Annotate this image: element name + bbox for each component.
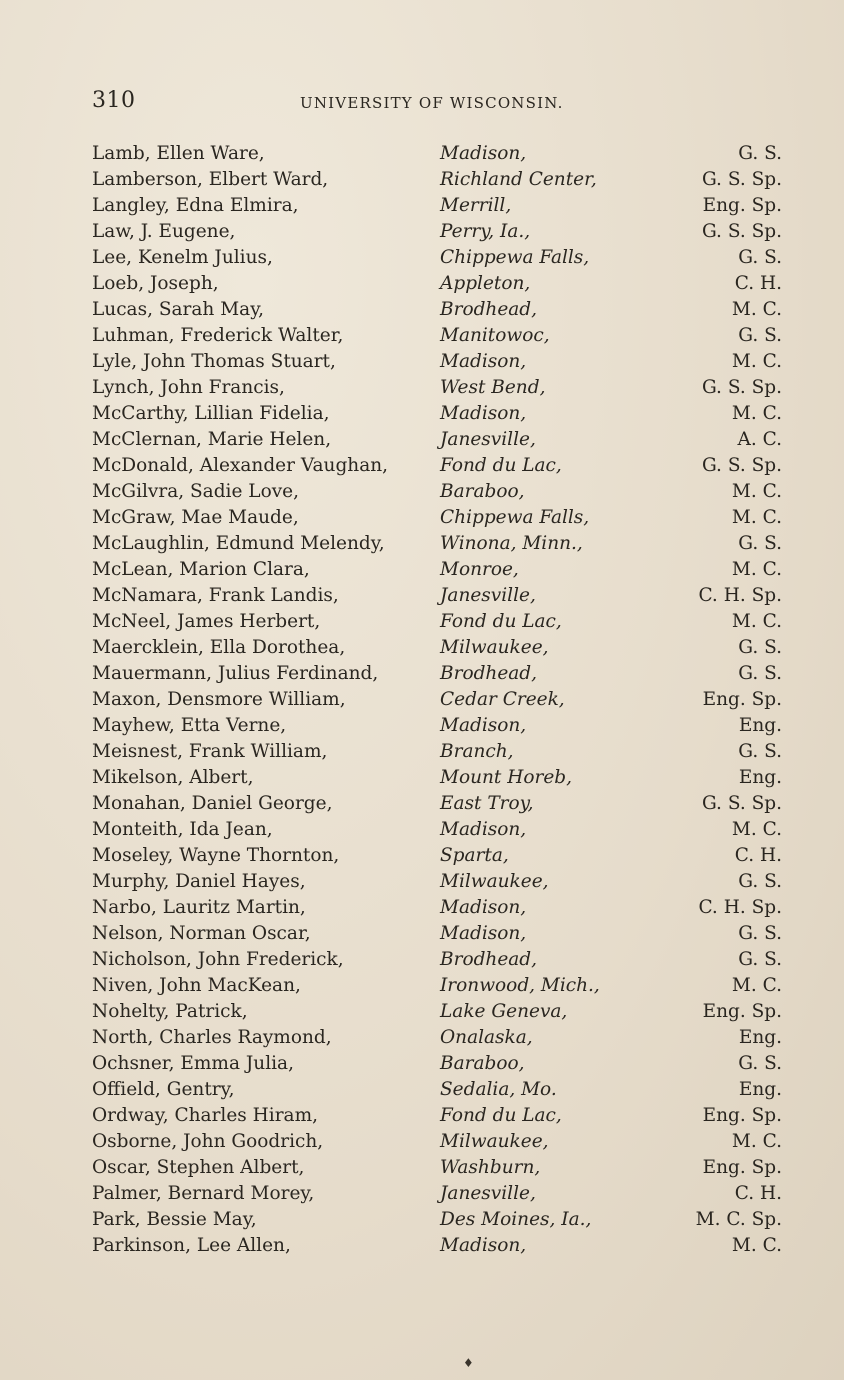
list-item: [92, 531, 782, 557]
list-item: [92, 1155, 782, 1181]
student-town: Madison,: [440, 715, 527, 736]
list-item: [92, 583, 782, 609]
student-town: Branch,: [440, 741, 514, 762]
student-course: C. H.: [734, 845, 782, 866]
student-name: Osborne, John Goodrich,: [92, 1131, 324, 1152]
student-name: Mayhew, Etta Verne,: [92, 715, 287, 736]
running-title: UNIVERSITY OF WISCONSIN.: [300, 94, 564, 112]
list-item: [92, 791, 782, 817]
list-item: [92, 817, 782, 843]
student-name: McGilvra, Sadie Love,: [92, 481, 299, 502]
list-item: [92, 141, 782, 167]
student-course: G. S.: [738, 741, 782, 762]
student-course: Eng. Sp.: [702, 1157, 782, 1178]
student-course: Eng.: [738, 1079, 782, 1100]
student-town: Sparta,: [440, 845, 509, 866]
list-item: [92, 999, 782, 1025]
list-item: [92, 401, 782, 427]
list-item: [92, 687, 782, 713]
student-course: Eng.: [738, 1027, 782, 1048]
student-name: McNamara, Frank Landis,: [92, 585, 339, 606]
list-item: [92, 1051, 782, 1077]
student-name: McNeel, James Herbert,: [92, 611, 321, 632]
student-course: G. S. Sp.: [701, 377, 782, 398]
student-course: Eng. Sp.: [702, 195, 782, 216]
list-item: [92, 1207, 782, 1233]
student-town: Perry, Ia.,: [440, 221, 531, 242]
student-town: Ironwood, Mich.,: [440, 975, 600, 996]
list-item: [92, 1233, 782, 1259]
student-name: Luhman, Frederick Walter,: [92, 325, 344, 346]
student-town: Onalaska,: [440, 1027, 533, 1048]
student-town: Washburn,: [440, 1157, 541, 1178]
student-course: M. C.: [731, 299, 782, 320]
student-town: Milwaukee,: [440, 637, 549, 658]
student-name: Meisnest, Frank William,: [92, 741, 328, 762]
student-name: Palmer, Bernard Morey,: [92, 1183, 315, 1204]
student-course: G. S.: [738, 871, 782, 892]
student-name: Loeb, Joseph,: [92, 273, 219, 294]
student-course: M. C.: [731, 1131, 782, 1152]
list-item: [92, 1025, 782, 1051]
list-item: [92, 869, 782, 895]
student-town: Fond du Lac,: [440, 611, 562, 632]
student-name: McDonald, Alexander Vaughan,: [92, 455, 389, 476]
student-name: Mauermann, Julius Ferdinand,: [92, 663, 379, 684]
student-town: Monroe,: [440, 559, 519, 580]
list-item: [92, 271, 782, 297]
student-name: Ordway, Charles Hiram,: [92, 1105, 319, 1126]
student-town: Madison,: [440, 403, 527, 424]
student-course: G. S. Sp.: [701, 793, 782, 814]
list-item: [92, 713, 782, 739]
student-town: Mount Horeb,: [440, 767, 573, 788]
student-course: G. S. Sp.: [701, 455, 782, 476]
student-name: Park, Bessie May,: [92, 1209, 257, 1230]
student-course: Eng. Sp.: [702, 689, 782, 710]
list-item: [92, 843, 782, 869]
student-course: M. C. Sp.: [695, 1209, 782, 1230]
list-item: [92, 297, 782, 323]
student-name: McLean, Marion Clara,: [92, 559, 310, 580]
list-item: [92, 193, 782, 219]
list-item: [92, 375, 782, 401]
student-town: Chippewa Falls,: [440, 247, 590, 268]
student-town: Lake Geneva,: [440, 1001, 568, 1022]
list-item: [92, 245, 782, 271]
student-course: G. S.: [738, 663, 782, 684]
list-item: [92, 1103, 782, 1129]
list-item: [92, 921, 782, 947]
student-course: G. S.: [738, 143, 782, 164]
student-town: Fond du Lac,: [440, 455, 562, 476]
student-name: Narbo, Lauritz Martin,: [92, 897, 306, 918]
student-course: G. S.: [738, 923, 782, 944]
student-name: Langley, Edna Elmira,: [92, 195, 299, 216]
student-name: Monahan, Daniel George,: [92, 793, 333, 814]
list-item: [92, 453, 782, 479]
list-item: [92, 323, 782, 349]
student-course: Eng.: [738, 767, 782, 788]
student-name: Lamb, Ellen Ware,: [92, 143, 265, 164]
student-name: Lynch, John Francis,: [92, 377, 285, 398]
student-course: M. C.: [731, 559, 782, 580]
student-course: C. H.: [734, 1183, 782, 1204]
student-course: A. C.: [737, 429, 782, 450]
student-name: Lucas, Sarah May,: [92, 299, 265, 320]
student-course: M. C.: [731, 611, 782, 632]
student-town: Madison,: [440, 897, 527, 918]
student-name: Nelson, Norman Oscar,: [92, 923, 311, 944]
student-town: Baraboo,: [440, 1053, 525, 1074]
student-name: Oscar, Stephen Albert,: [92, 1157, 305, 1178]
list-item: [92, 895, 782, 921]
student-town: East Troy,: [440, 793, 534, 814]
student-town: Madison,: [440, 923, 527, 944]
student-town: Appleton,: [440, 273, 531, 294]
list-item: [92, 479, 782, 505]
student-course: G. S.: [738, 325, 782, 346]
student-name: McLaughlin, Edmund Melendy,: [92, 533, 385, 554]
student-town: Cedar Creek,: [440, 689, 565, 710]
ink-speck: ♦: [463, 1356, 474, 1370]
list-item: [92, 167, 782, 193]
student-course: Eng. Sp.: [702, 1105, 782, 1126]
student-name: Monteith, Ida Jean,: [92, 819, 273, 840]
list-item: [92, 505, 782, 531]
page-header: [92, 88, 774, 118]
student-name: McGraw, Mae Maude,: [92, 507, 299, 528]
student-name: Niven, John MacKean,: [92, 975, 301, 996]
student-course: M. C.: [731, 507, 782, 528]
list-item: [92, 661, 782, 687]
student-town: Janesville,: [440, 1183, 536, 1204]
student-course: Eng. Sp.: [702, 1001, 782, 1022]
student-name: Law, J. Eugene,: [92, 221, 236, 242]
student-town: Madison,: [440, 1235, 527, 1256]
student-town: Merrill,: [440, 195, 512, 216]
list-item: [92, 609, 782, 635]
student-name: Maxon, Densmore William,: [92, 689, 346, 710]
student-name: Mikelson, Albert,: [92, 767, 254, 788]
student-list: [92, 141, 782, 1259]
student-course: Eng.: [738, 715, 782, 736]
student-name: Parkinson, Lee Allen,: [92, 1235, 291, 1256]
student-course: G. S.: [738, 533, 782, 554]
list-item: [92, 947, 782, 973]
student-name: North, Charles Raymond,: [92, 1027, 332, 1048]
student-town: Des Moines, Ia.,: [440, 1209, 592, 1230]
list-item: [92, 1129, 782, 1155]
student-town: Janesville,: [440, 585, 536, 606]
student-name: Lyle, John Thomas Stuart,: [92, 351, 336, 372]
list-item: [92, 765, 782, 791]
student-town: Milwaukee,: [440, 871, 549, 892]
student-town: Milwaukee,: [440, 1131, 549, 1152]
student-town: Brodhead,: [440, 949, 538, 970]
student-course: G. S. Sp.: [701, 169, 782, 190]
list-item: [92, 557, 782, 583]
student-course: M. C.: [731, 975, 782, 996]
student-course: C. H. Sp.: [698, 585, 782, 606]
student-name: McCarthy, Lillian Fidelia,: [92, 403, 330, 424]
student-course: G. S.: [738, 637, 782, 658]
student-course: M. C.: [731, 819, 782, 840]
student-name: Nohelty, Patrick,: [92, 1001, 248, 1022]
student-town: Manitowoc,: [440, 325, 550, 346]
student-town: Madison,: [440, 143, 527, 164]
student-town: Madison,: [440, 819, 527, 840]
student-course: G. S. Sp.: [701, 221, 782, 242]
student-town: Sedalia, Mo.: [440, 1079, 557, 1100]
list-item: [92, 635, 782, 661]
student-town: Brodhead,: [440, 299, 538, 320]
student-course: M. C.: [731, 403, 782, 424]
student-town: Chippewa Falls,: [440, 507, 590, 528]
student-course: M. C.: [731, 1235, 782, 1256]
student-town: Brodhead,: [440, 663, 538, 684]
list-item: [92, 973, 782, 999]
student-town: Janesville,: [440, 429, 536, 450]
student-name: Nicholson, John Frederick,: [92, 949, 344, 970]
student-town: Richland Center,: [440, 169, 597, 190]
list-item: [92, 1077, 782, 1103]
student-town: Baraboo,: [440, 481, 525, 502]
student-name: Maercklein, Ella Dorothea,: [92, 637, 346, 658]
student-course: G. S.: [738, 247, 782, 268]
student-course: C. H. Sp.: [698, 897, 782, 918]
page-number: 310: [92, 88, 136, 113]
student-course: G. S.: [738, 949, 782, 970]
list-item: [92, 219, 782, 245]
student-town: Madison,: [440, 351, 527, 372]
student-course: M. C.: [731, 351, 782, 372]
student-town: Winona, Minn.,: [440, 533, 583, 554]
student-name: Lee, Kenelm Julius,: [92, 247, 273, 268]
student-name: Lamberson, Elbert Ward,: [92, 169, 329, 190]
student-name: McClernan, Marie Helen,: [92, 429, 332, 450]
list-item: [92, 739, 782, 765]
student-town: West Bend,: [440, 377, 546, 398]
student-name: Moseley, Wayne Thornton,: [92, 845, 340, 866]
student-name: Murphy, Daniel Hayes,: [92, 871, 306, 892]
list-item: [92, 349, 782, 375]
student-town: Fond du Lac,: [440, 1105, 562, 1126]
list-item: [92, 427, 782, 453]
student-course: G. S.: [738, 1053, 782, 1074]
student-course: C. H.: [734, 273, 782, 294]
student-name: Offield, Gentry,: [92, 1079, 235, 1100]
student-course: M. C.: [731, 481, 782, 502]
list-item: [92, 1181, 782, 1207]
student-name: Ochsner, Emma Julia,: [92, 1053, 294, 1074]
